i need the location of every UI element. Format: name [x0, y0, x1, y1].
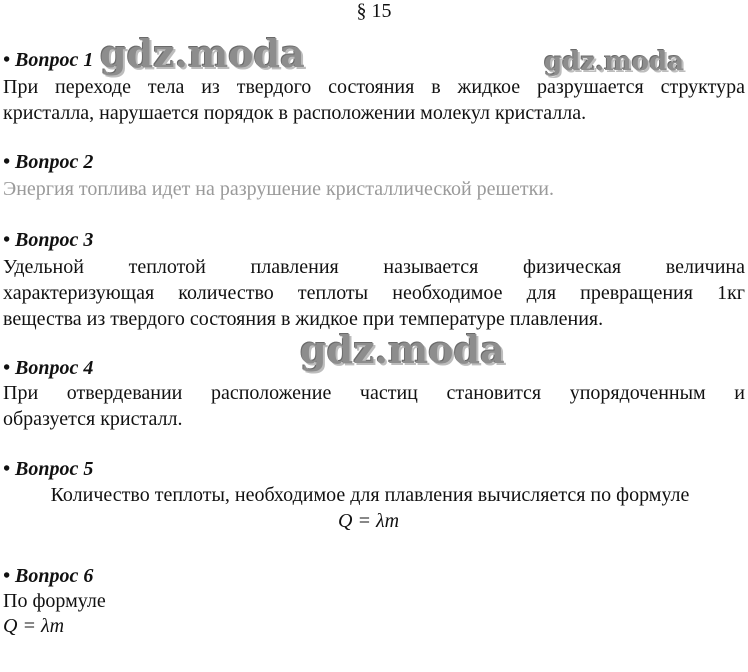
question-5-title: • Вопрос 5 — [3, 458, 94, 480]
watermark-logo: gdz.moda — [300, 327, 505, 372]
question-6-formula: Q = λm — [3, 615, 65, 637]
answer-line: При отвердевании расположение частиц становится упорядоченным и — [3, 382, 745, 404]
question-3-answer — [3, 254, 745, 332]
question-2-answer — [3, 176, 745, 202]
answer-line: По формуле — [3, 590, 106, 612]
question-4-answer — [3, 380, 745, 432]
question-1-answer — [3, 74, 745, 126]
answer-line: Энергия топлива идет на разрушение кристаллической решетки. — [3, 178, 554, 200]
watermark-logo: gdz.moda — [544, 47, 685, 77]
question-6-answer — [3, 588, 745, 614]
page-heading: § 15 — [356, 0, 392, 22]
answer-line: характеризующая количество теплоты необходимое для превращения 1кг — [3, 282, 745, 304]
question-4-title: • Вопрос 4 — [3, 357, 94, 379]
question-6-title: • Вопрос 6 — [3, 565, 94, 587]
question-1-title: • Вопрос 1 — [3, 49, 94, 71]
question-2-title: • Вопрос 2 — [3, 151, 94, 173]
answer-line: При переходе тела из твердого состояния в жидкое разрушается структура — [3, 76, 745, 98]
answer-line: вещества из твердого состояния в жидкое при температуре плавления. — [3, 308, 604, 330]
answer-line: кристалла, нарушается порядок в расположении молекул кристалла. — [3, 102, 587, 124]
question-5-answer: Количество теплоты, необходимое для плавления вычисляется по формуле — [50, 484, 690, 506]
question-3-title: • Вопрос 3 — [3, 229, 94, 251]
watermark-logo: gdz.moda — [100, 31, 305, 76]
answer-line: образуется кристалл. — [3, 408, 183, 430]
answer-line: Удельной теплотой плавления называется физическая величина — [3, 256, 745, 278]
question-5-formula: Q = λm — [338, 510, 400, 532]
